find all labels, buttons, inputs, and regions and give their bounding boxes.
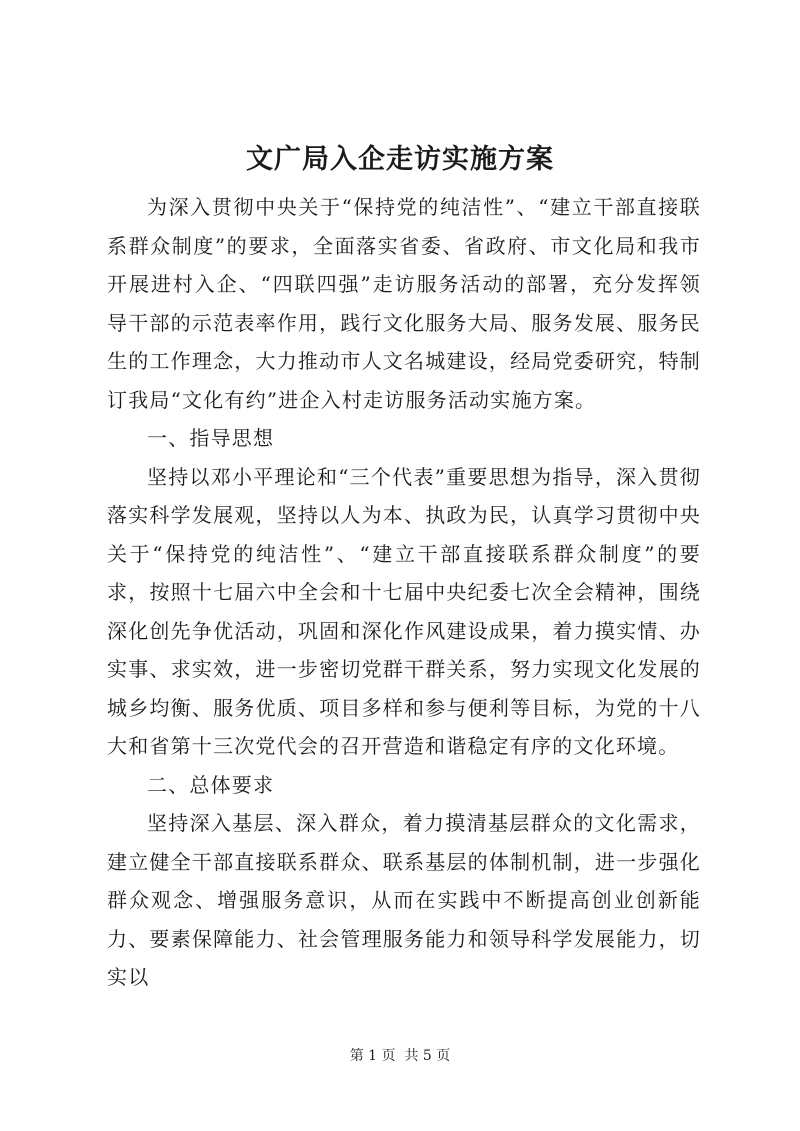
document-body: [107, 188, 701, 997]
page-number-label: 第 1 页 共 5 页: [349, 1048, 451, 1064]
document-title: 文广局入企走访实施方案: [246, 144, 554, 175]
guiding-ideology-paragraph: 坚持以邓小平理论和“三个代表”重要思想为指导，深入贯彻落实科学发展观，坚持以人为本、执政为民，认真学习贯彻中央关于“保持党的纯洁性”、“建立干部直接联系群众制度”的要求，按照十七届六中全会和十七届中央纪委七次全会精神，围绕深化创先争优活动，巩固和深化作风建设成果，着力摸实情、办实事、求实效，进一步密切党群干群关系，努力实现文化发展的城乡均衡、服务优质、项目多样和参与便利等目标，为党的十八大和省第十三次党代会的召开营造和谐稳定有序的文化环境。: [107, 464, 701, 758]
section-heading-guiding-ideology: 一、指导思想: [147, 426, 275, 450]
intro-paragraph: 为深入贯彻中央关于“保持党的纯洁性”、“建立干部直接联系群众制度”的要求，全面落实省委、省政府、市文化局和我市开展进村入企、“四联四强”走访服务活动的部署，充分发挥领导干部的示范表率作用，践行文化服务大局、服务发展、服务民生的工作理念，大力推动市人文名城建设，经局党委研究，特制订我局“文化有约”进企入村走访服务活动实施方案。: [107, 195, 701, 412]
section-heading-overall-requirements: 二、总体要求: [147, 772, 275, 797]
overall-requirements-paragraph: 坚持深入基层、深入群众，着力摸清基层群众的文化需求，建立健全干部直接联系群众、联系基层的体制机制，进一步强化群众观念、增强服务意识，从而在实践中不断提高创业创新能力、要素保障能力、社会管理服务能力和领导科学发展能力，切实以: [107, 811, 701, 989]
page-footer: [0, 1046, 800, 1066]
